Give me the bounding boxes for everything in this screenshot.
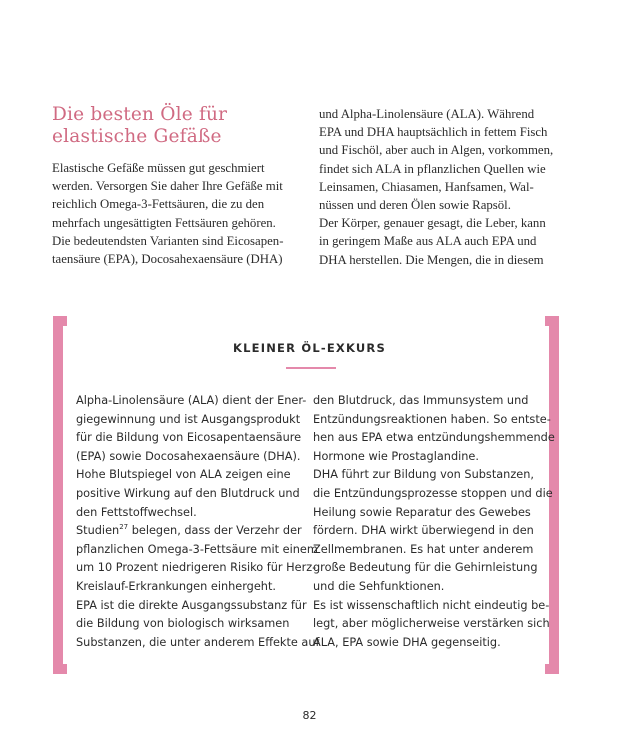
- text-line: Heilung sowie Reparatur des Gewebes: [313, 505, 531, 519]
- text-line: Die bedeutendsten Varianten sind Eicosapen-: [52, 233, 284, 248]
- text-line: große Bedeutung für die Gehirnleistung: [313, 561, 538, 575]
- text-line: in geringem Maße aus ALA auch EPA und: [319, 234, 537, 249]
- box-column-right: [313, 392, 555, 652]
- footnote-reference: 27: [119, 523, 129, 532]
- text-line: Leinsamen, Chiasamen, Hanfsamen, Wal-: [319, 179, 534, 194]
- text-line: mehrfach ungesättigten Fettsäuren gehören.: [52, 215, 276, 230]
- heading-line: Die besten Öle für: [52, 104, 228, 125]
- heading-line: elastische Gefäße: [52, 126, 222, 147]
- text-line: Zellmembranen. Es hat unter anderem: [313, 542, 534, 556]
- text-line: den Fettstoffwechsel.: [76, 505, 197, 519]
- studien-word: Studien: [76, 524, 120, 538]
- box-title-rule: [286, 367, 336, 369]
- text-line: werden. Versorgen Sie daher Ihre Gefäße mit: [52, 179, 283, 194]
- text-line: ALA, EPA sowie DHA gegenseitig.: [313, 635, 501, 649]
- box-bracket-left: [53, 316, 67, 674]
- text-line: reichlich Omega-3-Fettsäuren, die zu den: [52, 197, 265, 212]
- text-line: legt, aber möglicherweise verstärken sich: [313, 617, 550, 631]
- text-line: Kreislauf-Erkrankungen einhergeht.: [76, 579, 276, 593]
- text-line: DHA herstellen. Die Mengen, die in diesem: [319, 252, 544, 267]
- text-line: Hormone wie Prostaglandine.: [313, 449, 479, 463]
- box-column-left: [76, 392, 320, 652]
- text-line: positive Wirkung auf den Blutdruck und: [76, 486, 300, 500]
- text-line: taensäure (EPA), Docosahexaensäure (DHA): [52, 252, 283, 267]
- text-line: Der Körper, genauer gesagt, die Leber, kann: [319, 216, 546, 231]
- text-line: findet sich ALA in pflanzlichen Quellen wie: [319, 161, 546, 176]
- section-heading: [52, 104, 302, 148]
- text-line: Substanzen, die unter anderem Effekte auf: [76, 635, 320, 649]
- text-line: hen aus EPA etwa entzündungshemmende: [313, 431, 555, 445]
- text-line: Hohe Blutspiegel von ALA zeigen eine: [76, 468, 291, 482]
- text-line: (EPA) sowie Docosahexaensäure (DHA).: [76, 449, 301, 463]
- page-number: 82: [302, 709, 317, 722]
- text-line: um 10 Prozent niedrigeren Risiko für Herz-: [76, 561, 317, 575]
- box-title: KLEINER ÖL-EXKURS: [233, 341, 386, 355]
- body-column-left: [52, 159, 292, 268]
- text-line: Elastische Gefäße müssen gut geschmiert: [52, 161, 265, 175]
- text-line: für die Bildung von Eicosapentaensäure: [76, 431, 302, 445]
- text-line: und Alpha-Linolensäure (ALA). Während: [319, 107, 535, 121]
- text-line: EPA ist die direkte Ausgangssubstanz für: [76, 598, 307, 612]
- text-line: die Bildung von biologisch wirksamen: [76, 617, 290, 631]
- text-line: Alpha-Linolensäure (ALA) dient der Ener-: [76, 394, 307, 407]
- body-column-right: [319, 105, 564, 269]
- text-line: die Entzündungsprozesse stoppen und die: [313, 486, 553, 500]
- text-line: DHA führt zur Bildung von Substanzen,: [313, 468, 534, 482]
- text-line: EPA und DHA hauptsächlich in fettem Fisch: [319, 125, 548, 140]
- studien-rest: belegen, dass der Verzehr der: [128, 524, 302, 538]
- text-line: Es ist wissenschaftlich nicht eindeutig be-: [313, 598, 550, 612]
- text-line: und Fischöl, aber auch in Algen, vorkommen,: [319, 143, 554, 158]
- studien-line: [76, 522, 301, 541]
- text-line: und die Sehfunktionen.: [313, 579, 445, 593]
- text-line: giegewinnung und ist Ausgangsprodukt: [76, 412, 301, 426]
- text-line: pflanzlichen Omega-3-Fettsäure mit einem: [76, 542, 318, 556]
- text-line: fördern. DHA wirkt überwiegend in den: [313, 524, 534, 538]
- text-line: den Blutdruck, das Immunsystem und: [313, 394, 529, 407]
- text-line: nüssen und deren Ölen sowie Rapsöl.: [319, 198, 511, 213]
- text-line: Entzündungsreaktionen haben. So entste-: [313, 412, 551, 426]
